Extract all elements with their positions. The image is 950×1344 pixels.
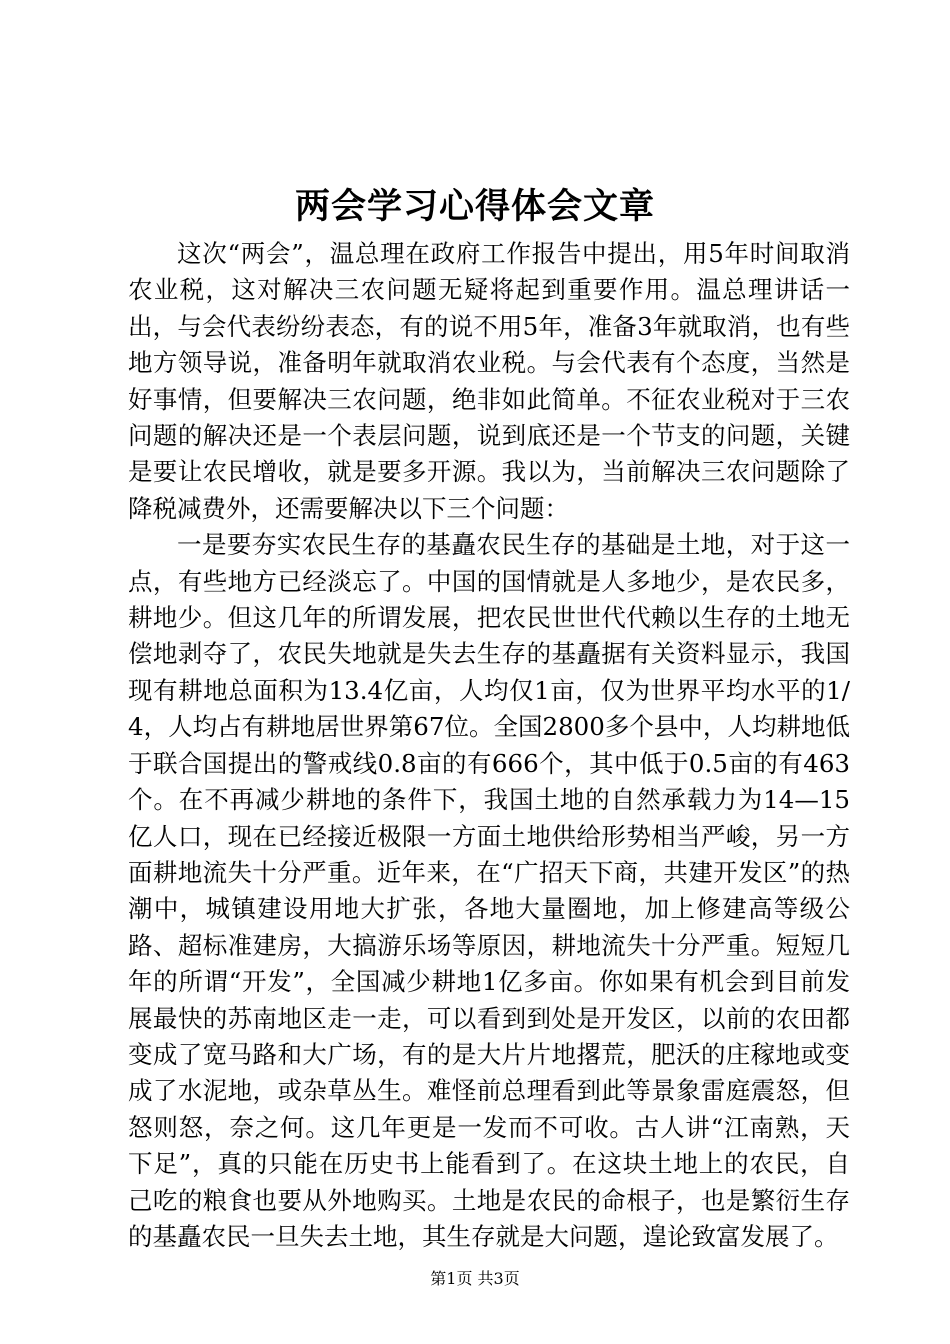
document-title: 两会学习心得体会文章 <box>294 186 655 227</box>
paragraph-intro: 这次“两会”，温总理在政府工作报告中提出，用5年时间取消农业税，这对解决三农问题无疑将起到重要作用。温总理讲话一出，与会代表纷纷表态，有的说不用5年，准备3年就取消，也有些地方领导说，准备明年就取消农业税。与会代表有个态度，当然是好事情，但要解决三农问题，绝非如此简单。不征农业税对于三农问题的解决还是一个表层问题，说到底还是一个节支的问题，关键是要让农民增收，就是要多开源。我以为，当前解决三农问题除了降税减费外，还需要解决以下三个问题： <box>128 239 850 523</box>
document-body <box>128 236 850 1255</box>
page-number-footer: 第1页 共3页 <box>430 1269 520 1288</box>
paragraph-point-one: 一是要夯实农民生存的基矗农民生存的基础是土地，对于这一点，有些地方已经淡忘了。中国的国情就是人多地少，是农民多，耕地少。但这几年的所谓发展，把农民世世代代赖以生存的土地无偿地剥夺了，农民失地就是失去生存的基矗据有关资料显示，我国现有耕地总面积为13.4亿亩，人均仅1亩，仅为世界平均水平的1/4，人均占有耕地居世界第67位。全国2800多个县中，人均耕地低于联合国提出的警戒线0.8亩的有666个，其中低于0.5亩的有463个。在不再减少耕地的条件下，我国土地的自然承载力为14—15亿人口，现在已经接近极限一方面土地供给形势相当严峻，另一方面耕地流失十分严重。近年来，在“广招天下商，共建开发区”的热潮中，城镇建设用地大扩张，各地大量圈地，加上修建高等级公路、超标准建房，大搞游乐场等原因，耕地流失十分严重。短短几年的所谓“开发”，全国减少耕地1亿多亩。你如果有机会到目前发展最快的苏南地区走一走，可以看到到处是开发区，以前的农田都变成了宽马路和大广场，有的是大片片地撂荒，肥沃的庄稼地或变成了水泥地，或杂草丛生。难怪前总理看到此等景象雷庭震怒，但怒则怒，奈之何。这几年更是一发而不可收。古人讲“江南熟，天下足”，真的只能在历史书上能看到了。在这块土地上的农民，自己吃的粮食也要从外地购买。土地是农民的命根子，也是繁衍生存的基矗农民一旦失去土地，其生存就是大问题，遑论致富发展了。 <box>128 530 850 1251</box>
